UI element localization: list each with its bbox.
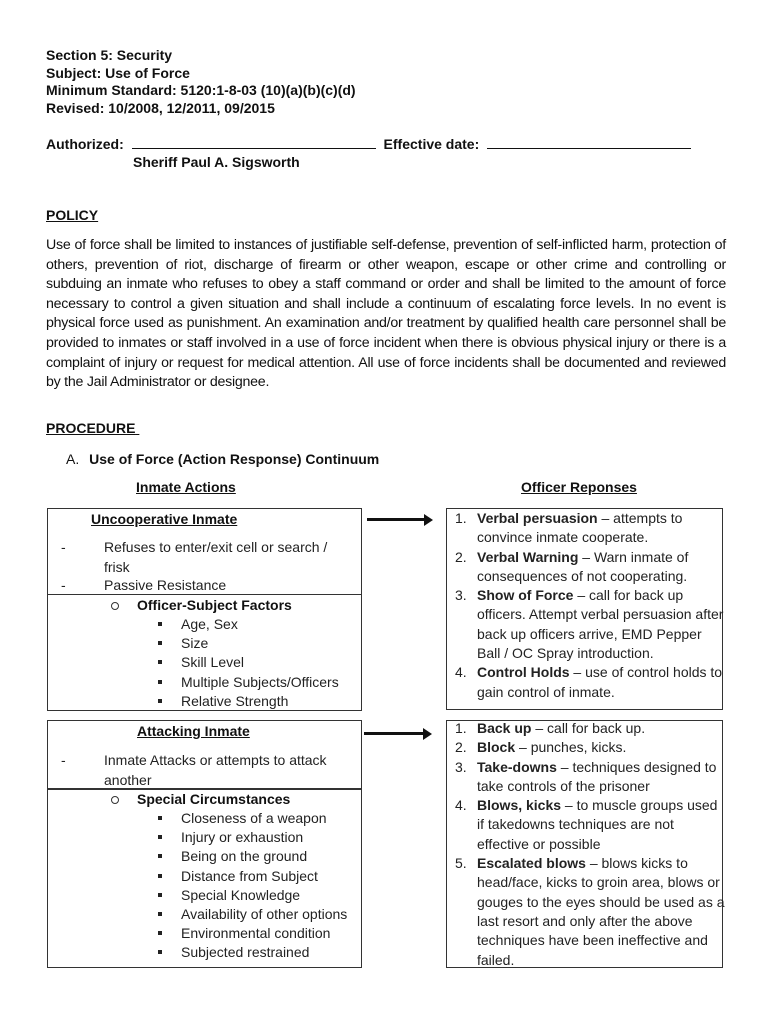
response-item	[455, 548, 725, 587]
officer-subject-factors-list	[181, 615, 339, 711]
officer-subject-factors-title	[137, 597, 292, 613]
item-number: 5.	[455, 855, 467, 872]
minimum-standard: Minimum Standard: 5120:1-8-03 (10)(a)(b)(c)(d)	[46, 82, 356, 98]
attacking-responses-box	[446, 720, 723, 968]
response-item	[455, 663, 725, 702]
section-a-title: Use of Force (Action Response) Continuum	[89, 451, 380, 467]
officer-responses-heading: Officer Reponses	[521, 479, 637, 495]
policy-text: Use of force shall be limited to instances of justifiable self-defense, prevention of self-inflicted harm, protection of others, prevention of riot, discharge of firearm or other weapon, escape or other crime and controlling or subduing an inmate who refuses to obey a staff command or order and shall be limited to the amount of force necessary to control a given situation and shall include a continuum of escalating force levels. In no event is physical force used as punishment. An examination and/or treatment by qualified health care personnel shall be provided to inmates or staff involved in a use of force incident when there is obvious physical injury or there is a complaint of injury or request for medical attention. All use of force incidents shall be documented and reviewed by the Jail Administrator or designee.	[46, 237, 726, 391]
action-text: Inmate Attacks or attempts to attack another	[104, 752, 327, 788]
response-term: Verbal Warning	[477, 548, 579, 565]
attacking-responses-list	[455, 719, 725, 970]
uncooperative-responses-list	[455, 509, 725, 702]
attacking-inmate-title: Attacking Inmate	[137, 723, 250, 739]
circumstance-item: Subjected restrained	[181, 943, 347, 962]
circumstances-title-text: Special Circumstances	[137, 791, 291, 807]
inmate-actions-heading: Inmate Actions	[136, 479, 236, 495]
circle-bullet-icon	[111, 602, 119, 610]
circumstance-item: Closeness of a weapon	[181, 809, 347, 828]
dash-bullet: -	[61, 752, 66, 768]
response-item	[455, 854, 725, 970]
item-number: 2.	[455, 739, 467, 756]
response-desc: – attempts to convince inmate cooperate.	[477, 510, 683, 546]
authorized-label: Authorized:	[46, 136, 124, 152]
action-text: Passive Resistance	[104, 577, 227, 593]
response-term: Take-downs	[477, 758, 557, 775]
item-number: 1.	[455, 510, 467, 526]
response-item	[455, 509, 725, 548]
item-number: 3.	[455, 587, 467, 604]
arrow-right-icon	[364, 732, 424, 735]
uncooperative-responses-box	[446, 508, 723, 710]
arrow-right-icon	[367, 518, 425, 521]
factor-item: Multiple Subjects/Officers	[181, 673, 339, 692]
circumstance-item: Distance from Subject	[181, 867, 347, 886]
circumstance-item: Injury or exhaustion	[181, 828, 347, 847]
response-term: Blows, kicks	[477, 797, 562, 814]
circumstance-item: Availability of other options	[181, 905, 347, 924]
action-text: Refuses to enter/exit cell or search / frisk	[104, 539, 328, 575]
response-item	[455, 796, 725, 854]
circumstance-item: Environmental condition	[181, 924, 347, 943]
section-title: Section 5: Security	[46, 47, 173, 63]
response-term: Show of Force	[477, 587, 574, 604]
circle-bullet-icon	[111, 796, 119, 804]
special-circumstances-box	[47, 789, 362, 968]
authorized-signature-line	[132, 136, 376, 149]
factor-item: Size	[181, 634, 339, 653]
uncooperative-inmate-title: Uncooperative Inmate	[91, 511, 238, 527]
item-number: 3.	[455, 758, 467, 775]
special-circumstances-title	[137, 791, 290, 807]
section-a-marker: A.	[66, 451, 80, 467]
response-term: Back up	[477, 720, 532, 736]
effective-date-label: Effective date:	[383, 136, 480, 152]
factors-title-text: Officer-Subject Factors	[137, 597, 292, 613]
response-term: Block	[477, 739, 516, 756]
section-a	[66, 451, 379, 467]
revised-dates: Revised: 10/2008, 12/2011, 09/2015	[46, 99, 275, 116]
response-desc: – punches, kicks.	[515, 739, 627, 756]
procedure-heading	[46, 420, 139, 436]
officer-subject-factors-box	[47, 594, 362, 711]
response-item	[455, 586, 725, 663]
dash-bullet: -	[61, 577, 66, 593]
policy-heading: POLICY	[46, 207, 99, 223]
circumstance-item: Special Knowledge	[181, 886, 347, 905]
dash-bullet: -	[61, 539, 66, 555]
response-desc: – use of control holds to gain control of inmate.	[477, 664, 723, 700]
authorization-line	[46, 136, 691, 153]
item-number: 1.	[455, 720, 467, 736]
response-desc: – call for back up.	[531, 720, 646, 736]
factor-item: Relative Strength	[181, 692, 339, 711]
factor-item: Skill Level	[181, 653, 339, 672]
response-desc: – call for back up officers. Attempt verbal persuasion after back up officers arrive, EMD Pepper Ball / OC Spray introduction.	[477, 587, 724, 662]
item-number: 2.	[455, 548, 467, 565]
item-number: 4.	[455, 797, 467, 814]
document-header	[46, 47, 356, 117]
response-item	[455, 738, 725, 757]
response-desc: – blows kicks to head/face, kicks to groin area, blows or gouges to the eyes should be used as a last resort and only after the above techniques have been ineffective and failed.	[477, 855, 725, 968]
signatory-name: Sheriff Paul A. Sigsworth	[133, 154, 300, 170]
circumstance-item: Being on the ground	[181, 847, 347, 866]
response-desc: – Warn inmate of consequences of not cooperating.	[477, 548, 689, 584]
subject-line: Subject: Use of Force	[46, 64, 190, 81]
factor-item: Age, Sex	[181, 615, 339, 634]
attacking-inmate-box	[47, 720, 362, 789]
uncooperative-inmate-box	[47, 508, 362, 595]
response-desc: – to muscle groups used if takedowns techniques are not effective or possible	[477, 797, 718, 852]
response-item	[455, 758, 725, 797]
item-number: 4.	[455, 664, 467, 681]
special-circumstances-list	[181, 809, 347, 963]
response-term: Escalated blows	[477, 855, 586, 872]
response-term: Verbal persuasion	[477, 510, 598, 526]
response-item	[455, 719, 725, 738]
effective-date-line	[487, 136, 691, 149]
procedure-heading-text: PROCEDURE	[46, 420, 136, 436]
response-desc: – techniques designed to take controls of the prisoner	[477, 758, 717, 794]
response-term: Control Holds	[477, 664, 570, 681]
